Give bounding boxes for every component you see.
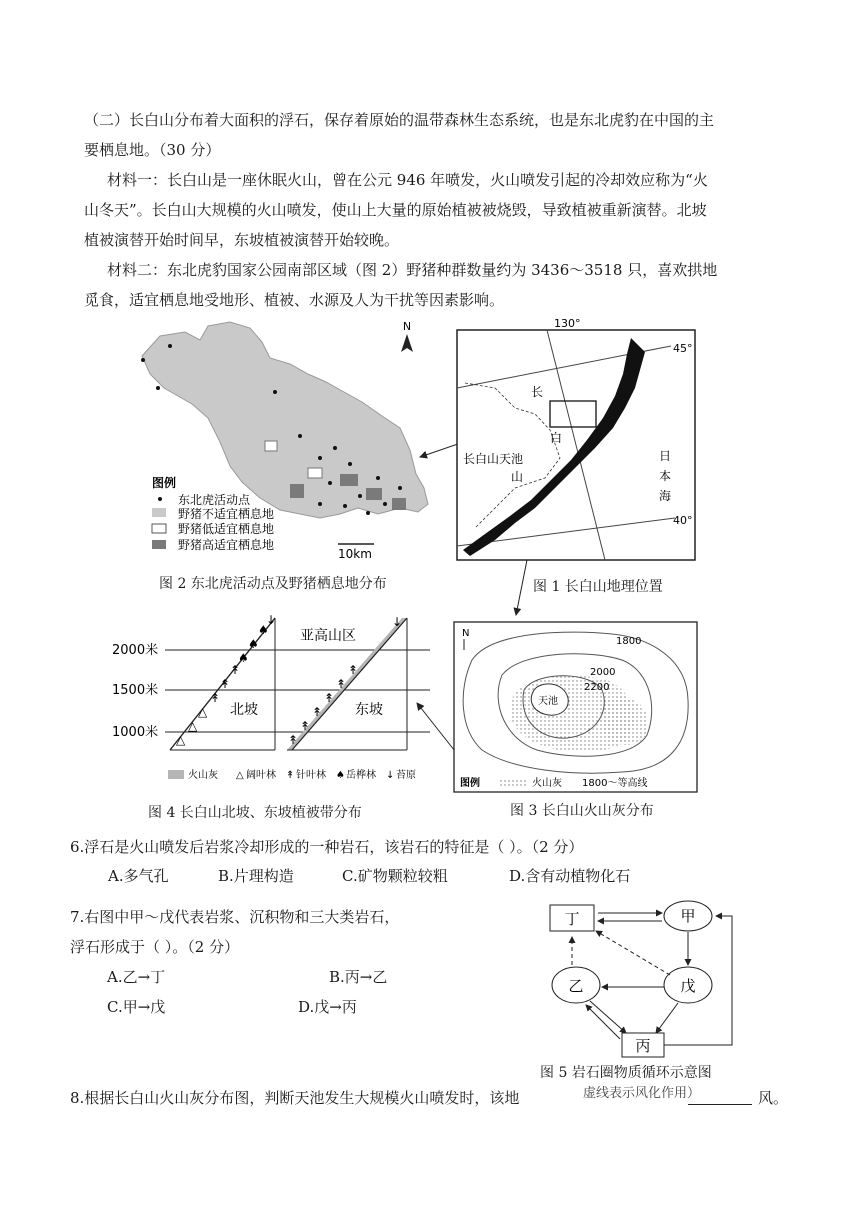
fig4-elev-1500: 1500米: [112, 683, 159, 698]
node-label: 丙: [635, 1037, 651, 1055]
tiger-point: [328, 481, 332, 485]
fig2-legend-item: 野猪高适宜栖息地: [178, 538, 275, 552]
tiger-point: [273, 390, 277, 394]
fig2-legend-item: 野猪低适宜栖息地: [178, 522, 275, 536]
fig2-high-patch: [290, 484, 304, 498]
q8-answer-blank[interactable]: [688, 1104, 752, 1105]
tiger-point: [333, 446, 337, 450]
fig2-legend-title: 图例: [152, 476, 177, 490]
material2-line-1: 材料二：东北虎豹国家公园南部区域（图 2）野猪种群数量约为 3436～3518 只，喜欢拱地: [107, 261, 718, 279]
cycle-arrow: [656, 1003, 678, 1033]
fig1-sea-1: 日: [659, 449, 672, 463]
broadleaf-icon: △: [188, 719, 198, 733]
node-label: 甲: [680, 907, 696, 925]
material2-line-2: 觅食，适宜栖息地受地形、植被、水源及人为干扰等因素影响。: [84, 291, 505, 309]
fig4-legend-item: 阔叶林: [246, 770, 276, 781]
fig4-caption: 图 4 长白山北坡、东坡植被带分布: [148, 805, 362, 821]
fig2-map: [130, 318, 440, 568]
fig1-lat-45: 45°: [673, 342, 693, 355]
tiger-point: [366, 511, 370, 515]
fig4-elev-2000: 2000米: [112, 643, 159, 658]
conifer-icon: ↟: [324, 691, 335, 705]
q6-option-c: C.矿物颗粒较粗: [342, 867, 448, 885]
fig1-map: [455, 318, 700, 563]
fig4-legend-item: 火山灰: [188, 770, 218, 781]
tiger-point: [318, 456, 322, 460]
tiger-point: [376, 476, 380, 480]
fig4-vegetation-glyphs: [176, 613, 402, 747]
tiger-point: [298, 434, 302, 438]
fig3-contour-label: 1800: [616, 636, 642, 647]
fig2-low-patch: [265, 441, 277, 451]
legend-gray-swatch: [152, 508, 166, 517]
broadleaf-icon: △: [236, 770, 244, 781]
fig2-north-label: N: [402, 320, 412, 333]
legend-dark-swatch: [152, 540, 166, 549]
q8-suffix: 风。: [758, 1089, 789, 1107]
tiger-point: [343, 504, 347, 508]
tiger-point: [318, 502, 322, 506]
conifer-icon: ↟: [300, 719, 311, 733]
tundra-icon: ↓: [392, 615, 403, 629]
fig4-diagram: [110, 612, 440, 792]
fig2-high-patch: [340, 474, 358, 486]
birch-icon: ♠: [248, 637, 259, 651]
conifer-icon: ↟: [288, 733, 299, 747]
fig2-caption: 图 2 东北虎活动点及野猪栖息地分布: [159, 576, 387, 592]
arrow-to-fig3: [516, 560, 527, 615]
fig3-legend-title: 图例: [460, 778, 480, 789]
broadleaf-icon: △: [198, 705, 208, 719]
fig3-map: [452, 620, 700, 795]
fig1-caption: 图 1 长白山地理位置: [533, 579, 663, 595]
fig3-contour-label: 2000: [590, 667, 616, 678]
birch-icon: ♠: [336, 770, 345, 781]
fig4-east-label: 东坡: [355, 702, 383, 718]
q8-overlap-note: 虚线表示风化作用）: [583, 1086, 701, 1101]
cycle-arrow-dashed: [596, 931, 670, 975]
fig2-legend-item: 东北虎活动点: [178, 493, 251, 507]
q7-option-a: A.乙→丁: [107, 968, 166, 986]
fig1-sea-3: 海: [659, 489, 672, 503]
node-label: 戊: [680, 977, 696, 995]
fig3-north-label: N: [462, 628, 470, 639]
material1-line-3: 植被演替开始时间早，东坡植被演替开始较晚。: [84, 231, 400, 249]
fig3-legend-ash: 火山灰: [532, 778, 562, 789]
fig2-low-patch: [308, 468, 322, 478]
fig1-label-chang: 长: [531, 385, 544, 399]
node-label: 乙: [568, 977, 584, 995]
fig4-north-label: 北坡: [230, 702, 258, 718]
legend-ash-swatch: [168, 770, 184, 779]
conifer-icon: ↟: [220, 677, 231, 691]
birch-icon: ♠: [238, 651, 249, 665]
fig1-sea-2: 本: [659, 469, 672, 483]
birch-icon: ♠: [258, 623, 269, 637]
conifer-icon: ↟: [230, 663, 241, 677]
conifer-icon: ↟: [286, 770, 295, 781]
fig1-label-tianchi: 长白山天池: [463, 452, 524, 466]
tundra-icon: ↓: [266, 613, 277, 627]
q6-option-a: A.多气孔: [108, 867, 169, 885]
q7-option-c: C.甲→戊: [107, 998, 166, 1016]
intro-line-2: 要栖息地。（30 分）: [84, 141, 221, 159]
fig1-lat-40: 40°: [673, 514, 693, 527]
fig3-contour-label: 2200: [584, 682, 610, 693]
conifer-icon: ↟: [348, 663, 359, 677]
q6-option-d: D.含有动植物化石: [509, 867, 631, 885]
fig2-region: [142, 322, 428, 518]
tiger-point: [398, 486, 402, 490]
fig4-legend-item: 岳桦林: [346, 770, 376, 781]
q7-stem-2: 浮石形成于（ ）。（2 分）: [70, 938, 240, 956]
fig2-high-patch: [366, 488, 382, 500]
tiger-point: [168, 344, 172, 348]
fig4-subalpine-label: 亚高山区: [300, 628, 356, 644]
fig4-elev-1000: 1000米: [112, 725, 159, 740]
fig2-high-patch: [392, 498, 406, 510]
q6-stem: 6.浮石是火山喷发后岩浆冷却形成的一种岩石，该岩石的特征是（ ）。（2 分）: [70, 838, 584, 856]
conifer-icon: ↟: [336, 677, 347, 691]
node-label: 丁: [564, 910, 580, 928]
q6-option-b: B.片理构造: [218, 867, 294, 885]
tiger-point: [156, 386, 160, 390]
q7-option-b: B.丙→乙: [329, 968, 388, 986]
fig5-caption: 图 5 岩石圈物质循环示意图: [540, 1065, 712, 1081]
fig3-caption: 图 3 长白山火山灰分布: [510, 803, 654, 819]
legend-ash-swatch: [500, 778, 526, 787]
north-arrow-icon: [401, 334, 413, 352]
tiger-point: [383, 502, 387, 506]
conifer-icon: ↟: [210, 691, 221, 705]
fig5-rock-cycle: [540, 895, 750, 1067]
material1-line-2: 山冬天”。长白山大规模的火山喷发，使山上大量的原始植被被烧毁，导致植被重新演替。北坡: [84, 201, 707, 219]
tundra-icon: ↓: [386, 770, 395, 781]
tiger-point: [141, 358, 145, 362]
tiger-point: [348, 462, 352, 466]
q8-stem: 8.根据长白山火山灰分布图，判断天池发生大规模火山喷发时，该地: [70, 1089, 520, 1107]
conifer-icon: ↟: [312, 705, 323, 719]
cycle-arrow: [586, 1005, 620, 1039]
fig4-legend-item: 针叶林: [296, 770, 326, 781]
intro-line-1: （二）长白山分布着大面积的浮石，保存着原始的温带森林生态系统，也是东北虎豹在中国的主: [84, 111, 715, 129]
fig1-label-bai: 白: [550, 431, 563, 445]
q7-stem-1: 7.右图中甲～戊代表岩浆、沉积物和三大类岩石，: [70, 908, 400, 926]
tiger-point: [358, 494, 362, 498]
fig2-legend-item: 野猪不适宜栖息地: [178, 507, 275, 521]
fig4-legend-item: 苔原: [396, 770, 416, 781]
fig1-label-shan: 山: [511, 470, 524, 484]
cycle-arrow: [590, 1001, 626, 1033]
broadleaf-icon: △: [176, 733, 186, 747]
fig3-legend-contour: 1800～等高线: [582, 778, 648, 789]
fig2-scale-label: 10km: [338, 547, 372, 561]
fig3-lake-label: 天池: [538, 696, 558, 707]
material1-line-1: 材料一：长白山是一座休眠火山，曾在公元 946 年喷发，火山喷发引起的冷却效应称为“火: [107, 171, 708, 189]
fig1-lon-label: 130°: [554, 318, 581, 330]
legend-white-swatch: [152, 524, 166, 533]
legend-dot-icon: [158, 497, 162, 501]
q7-option-d: D.戊→丙: [298, 998, 357, 1016]
